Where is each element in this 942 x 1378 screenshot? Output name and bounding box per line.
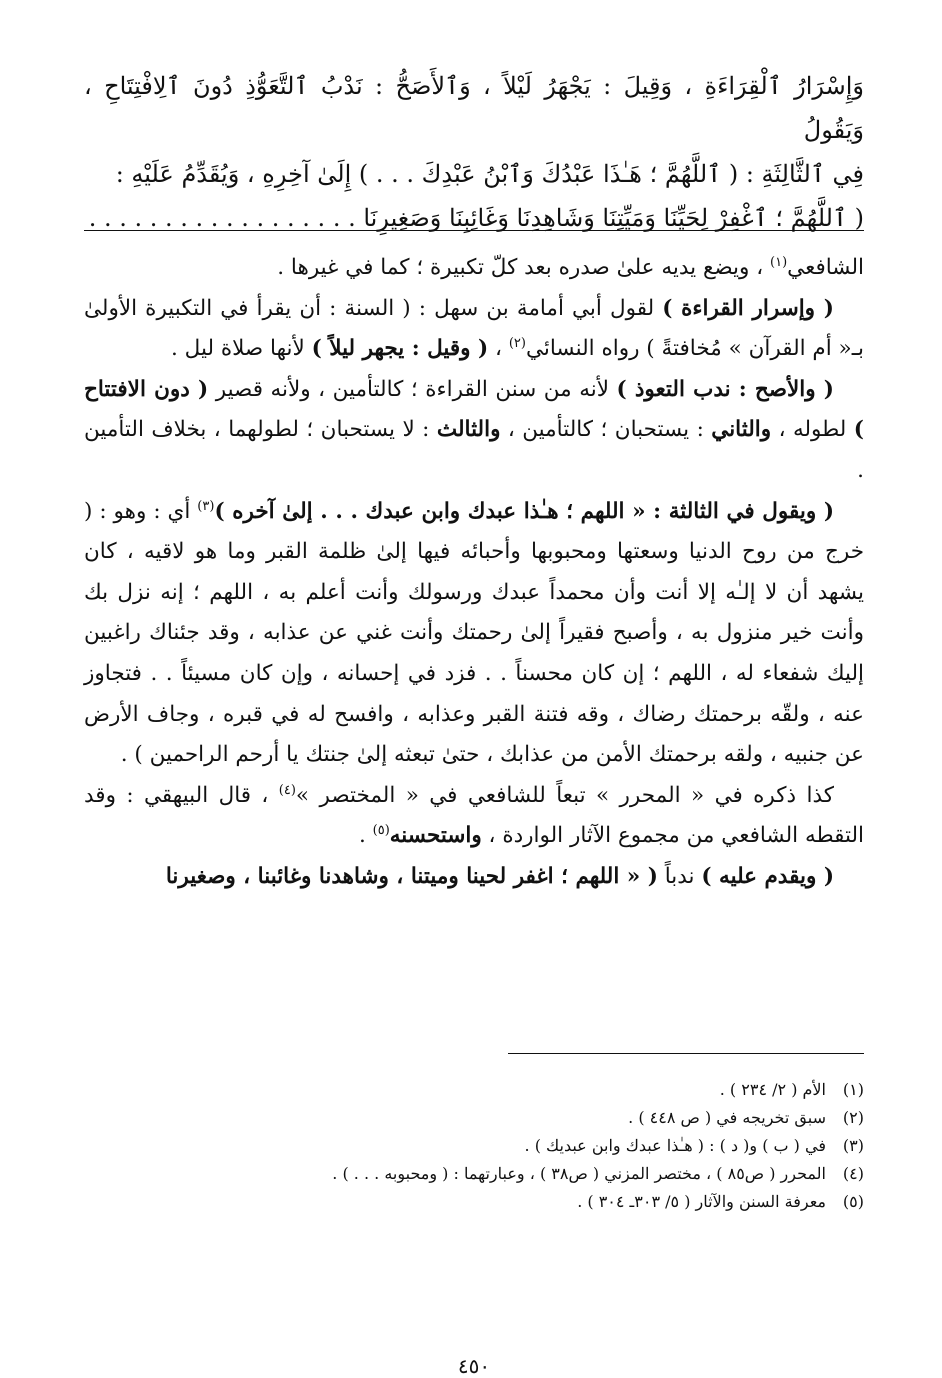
footnote-ref[interactable]: (٤) (278, 782, 296, 798)
keyword: والثالث (436, 417, 501, 443)
commentary-paragraph (84, 492, 864, 776)
footnote-ref[interactable]: (٥) (372, 823, 390, 839)
text-run: لأنها صلاة ليل . (171, 336, 312, 362)
quoted-matn: ( والأصح : ندب التعوذ ) (616, 376, 834, 402)
quoted-matn: ( « اللهم ؛ اغفر لحينا وميتنا ، وشاهدنا وغائبنا ، وصغيرنا (165, 863, 658, 889)
footnote-text: معرفة السنن والآثار ( ٥/ ٣٠٣ـ ٣٠٤ ) . (577, 1192, 826, 1211)
quoted-matn: ( دون الافتتاح ) (84, 376, 864, 443)
text-run: لقول أبي أمامة بن سهل : ( السنة : أن يقرأ في التكبيرة الأولىٰ بـ« أم القرآن » مُخافتةً ) رواه النسائي (84, 295, 864, 362)
matn-line: ( ٱللَّهُمَّ ؛ ٱغْفِرْ لِحَيِّنَا وَمَيِّتِنَا وَشَاهِدِنَا وَغَائِبِنَا وَصَغِيرِنَا . . . . . . . . . . . . . . . . . . (88, 204, 864, 232)
text-run: الشافعي (787, 255, 864, 280)
commentary-paragraph (84, 289, 864, 370)
commentary-paragraph (84, 776, 864, 857)
footnote-number: (٤) (842, 1164, 864, 1183)
footnote (84, 1076, 864, 1104)
quoted-matn: ( ويقول في الثالثة : « اللهم ؛ هـٰذا عبدك وابن عبدك . . . إلىٰ آخره ) (214, 498, 834, 524)
footnote-ref[interactable]: (١) (770, 254, 788, 270)
text-run: أي : وهو : ( خرج من روح الدنيا وسعتها ومحبوبها وأحبائه فيها إلىٰ ظلمة القبر وما هو لاقيه ، كان يشهد أن لا إلـٰه إلا أنت وأن محمداً عبدك ورسولك وأنت أعلم به ، اللهم ؛ إنه نزل بك وأنت خير منزول به ، وأصبح فقيراً إلىٰ رحمتك وأنت غني عن عذابه ، وقد جئناك راغبين إليك شفعاء له ، اللهم ؛ إن كان محسناً . . فزد في إحسانه ، وإن كان مسيئاً . . فتجاوز عنه ، ولقّه برحمتك رضاك ، وقه فتنة القبر وعذابه ، وافسح له في قبره ، وجاف الأرض عن جنبيه ، ولقه برحمتك الأمن من عذابك ، حتىٰ تبعثه إلىٰ جنتك يا أرحم الراحمين ) . (84, 498, 864, 768)
footnote-number: (١) (842, 1080, 864, 1099)
quoted-matn: واستحسنه (389, 823, 482, 849)
footnote-text: المحرر ( ص٨٥ ) ، مختصر المزني ( ص٣٨ ) ، وعبارتهما : ( ومحبوبه . . . ) . (332, 1164, 826, 1183)
footnote-ref[interactable]: (٢) (508, 336, 526, 352)
commentary-text (84, 248, 864, 898)
keyword: والثاني (711, 417, 772, 443)
footnote-rule (508, 1053, 864, 1054)
text-run: لطوله ، (771, 417, 854, 443)
footnote-text: سبق تخريجه في ( ص ٤٤٨ ) . (628, 1108, 826, 1127)
separator-rule (84, 230, 864, 231)
footnote-number: (٥) (842, 1192, 864, 1211)
footnote (84, 1188, 864, 1216)
footnotes (84, 1076, 864, 1216)
commentary-paragraph (84, 248, 864, 289)
text-run: ندباً (657, 863, 702, 889)
text-run: . (358, 823, 373, 849)
quoted-matn: ( وإسرار القراءة ) (662, 295, 834, 321)
text-run: ، (488, 336, 509, 362)
text-run: : لا يستحبان ؛ لطولهما ، بخلاف التأمين . (84, 417, 864, 483)
footnote (84, 1104, 864, 1132)
matn-text (84, 64, 864, 240)
text-run: ، قال البيهقي : وقد التقطه الشافعي من مجموع الآثار الواردة ، (84, 782, 864, 849)
text-run: كذا ذكره في « المحرر » تبعاً للشافعي في « المختصر » (295, 782, 834, 808)
commentary-paragraph (84, 370, 864, 492)
page-number: ٤٥٠ (457, 1354, 491, 1378)
footnote-number: (٣) (842, 1136, 864, 1155)
commentary-paragraph (84, 857, 864, 898)
matn-line: وَإِسْرَارُ ٱلْقِرَاءَةِ ، وَقِيلَ : يَجْهَرُ لَيْلاً ، وَٱلأَصَحُّ : نَدْبُ ٱلتَّعَوُّذِ دُونَ ٱلِافْتِتَاحِ ، وَيَقُولُ (84, 72, 864, 144)
quoted-matn: ( وقيل : يجهر ليلاً ) (311, 336, 489, 362)
text-run: ، ويضع يديه علىٰ صدره بعد كلّ تكبيرة ؛ كما في غيرها . (277, 255, 771, 280)
footnote (84, 1160, 864, 1188)
footnote (84, 1132, 864, 1160)
footnote-ref[interactable]: (٣) (197, 498, 215, 514)
text-run: لأنه من سنن القراءة ؛ كالتأمين ، ولأنه قصير (208, 376, 617, 402)
footnote-text: في ( ب ) و( د ) : ( هـٰذا عبدك وابن عبديك ) . (524, 1136, 826, 1155)
footnote-text: الأم ( ٢/ ٢٣٤ ) . (719, 1080, 826, 1099)
book-page (84, 64, 864, 1378)
quoted-matn: ( ويقدم عليه ) (701, 863, 834, 889)
text-run: : يستحبان ؛ كالتأمين ، (500, 417, 712, 443)
footnote-number: (٢) (842, 1108, 864, 1127)
matn-line: فِي ٱلثَّالِثَةِ : ( ٱللَّهُمَّ ؛ هَـٰذَا عَبْدُكَ وَٱبْنُ عَبْدِكَ . . . ) إِلَىٰ آخِرِهِ ، وَيُقَدِّمُ عَلَيْهِ : (115, 160, 864, 188)
